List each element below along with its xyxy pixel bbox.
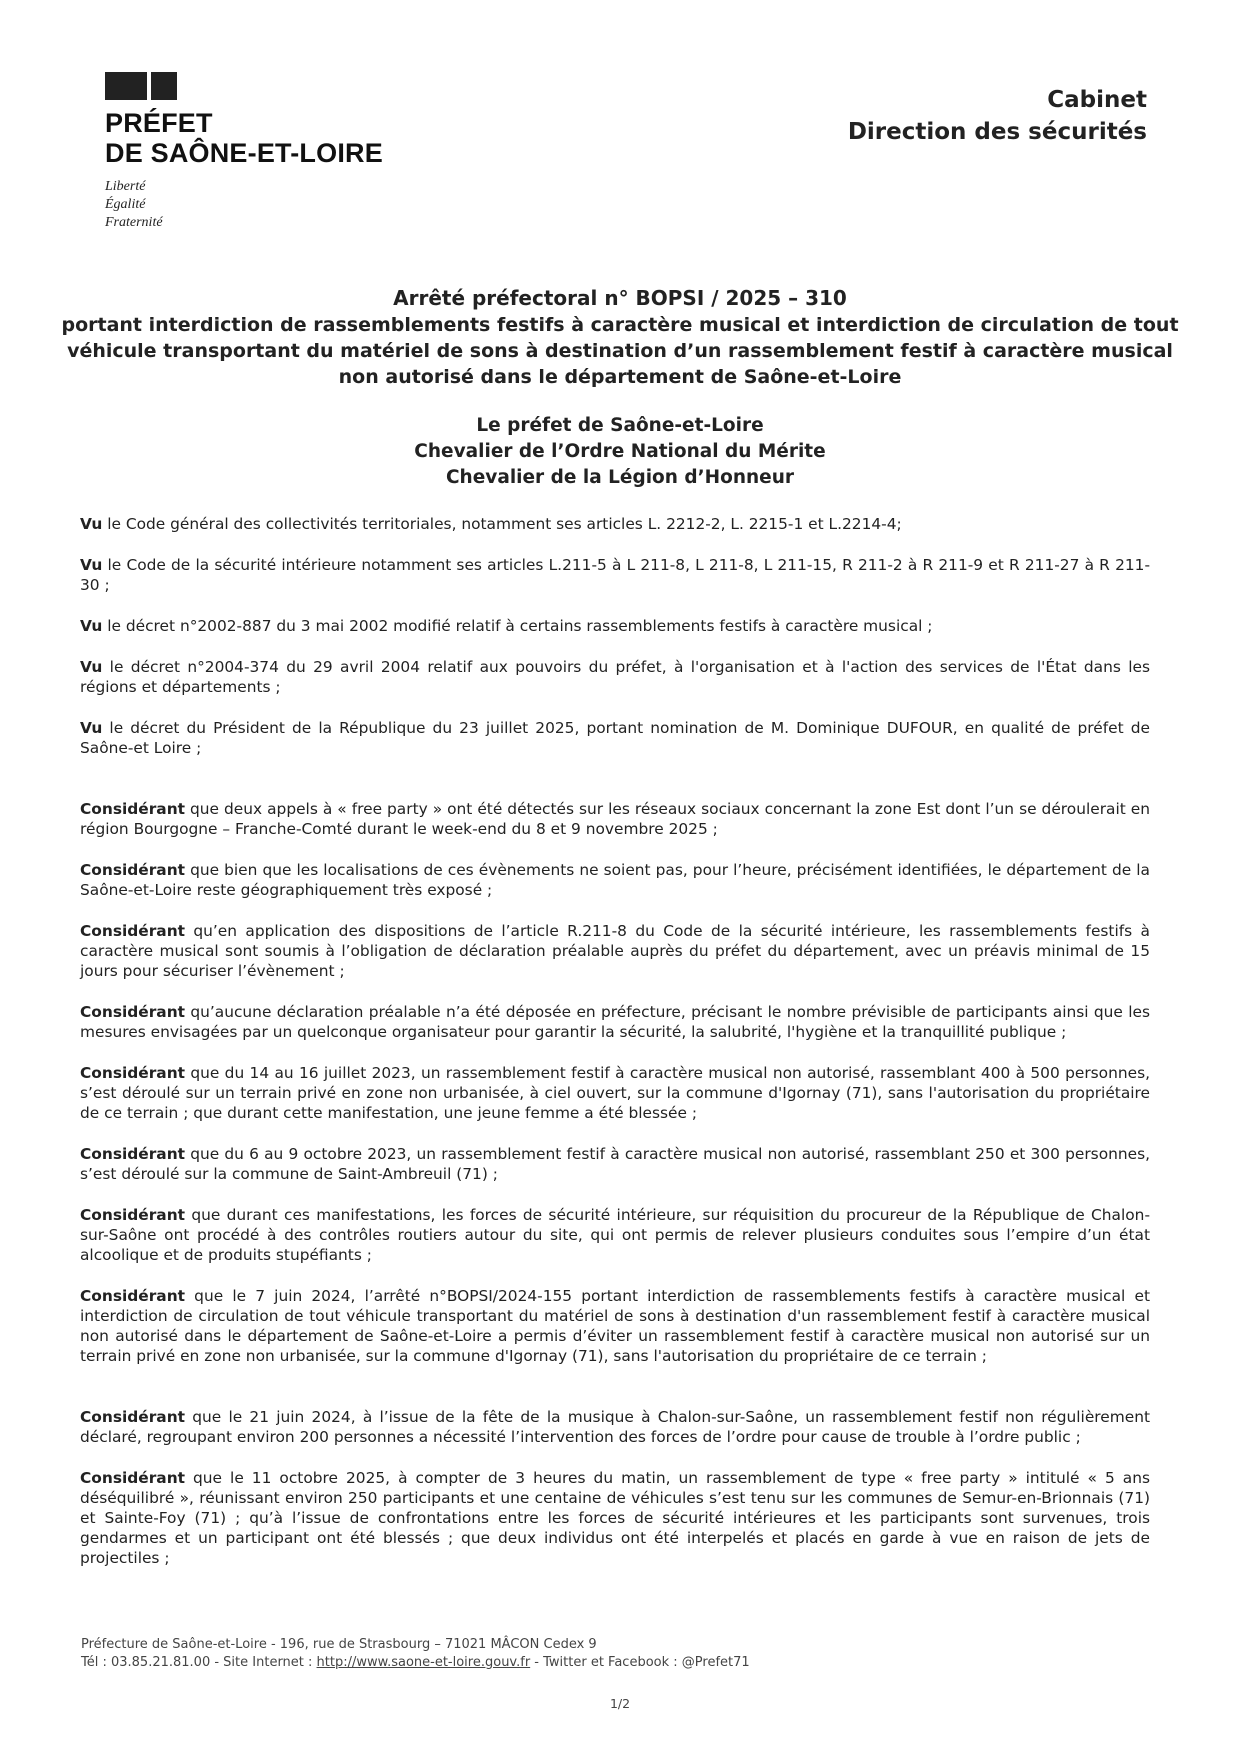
considerant-keyword: Considérant (80, 1145, 186, 1163)
arrete-title-block (60, 285, 1180, 390)
arrete-body (80, 514, 1150, 1568)
considerant-paragraph (80, 799, 1150, 839)
considerant-text: que le 7 juin 2024, l’arrêté n°BOPSI/2024-155 portant interdiction de rassemblements festifs à caractère musical et interdiction de circulation de tout véhicule transportant du matériel de sons à destination d'un rassemblement festif à caractère musical non autorisé dans le département de Saône-et-Loire a permis d’éviter un rassemblement festif à caractère musical non autorisé sur un terrain privé en zone non urbanisée, sur la commune d'Igornay (71), sans l'autorisation du propriétaire de ce terrain ; (80, 1287, 1150, 1365)
considerant-paragraph (80, 860, 1150, 900)
considerant-text: que du 6 au 9 octobre 2023, un rassemblement festif à caractère musical non autorisé, rassemblant 250 et 300 personnes, s’est déroulé sur la commune de Saint-Ambreuil (71) ; (80, 1145, 1150, 1183)
vu-keyword: Vu (80, 719, 103, 737)
vu-paragraph (80, 616, 1150, 636)
vu-text: le Code de la sécurité intérieure notamment ses articles L.211-5 à L 211-8, L 211-8, L 211-15, R 211-2 à R 211-9 et R 211-27 à R 211-30 ; (80, 556, 1150, 594)
considerant-text: que bien que les localisations de ces évènements ne soient pas, pour l’heure, précisément identifiées, le département de la Saône-et-Loire reste géographiquement très exposé ; (80, 861, 1150, 899)
considerant-paragraph (80, 1468, 1150, 1568)
arrete-number: Arrêté préfectoral n° BOPSI / 2025 – 310 (393, 286, 847, 310)
page-number: 1/2 (609, 1696, 631, 1711)
arrete-subject-line2: véhicule transportant du matériel de sons à destination d’un rassemblement festif à caractère musical (67, 340, 1173, 362)
vu-keyword: Vu (80, 658, 103, 676)
prefet-block (60, 413, 1180, 491)
prefet-title-line1: PRÉFET (105, 108, 213, 138)
vu-text: le décret n°2004-374 du 29 avril 2004 relatif aux pouvoirs du préfet, à l'organisation et à l'action des services de l'État dans les régions et départements ; (80, 658, 1150, 696)
considerant-text: que le 21 juin 2024, à l’issue de la fête de la musique à Chalon-sur-Saône, un rassemblement festif non régulièrement déclaré, regroupant environ 200 personnes a nécessité l’intervention des forces de l’ordre pour cause de trouble à l’ordre public ; (80, 1408, 1150, 1446)
service-header (848, 84, 1147, 148)
considerant-paragraph (80, 1205, 1150, 1265)
footer-contact (81, 1654, 750, 1672)
considerant-paragraph (80, 1002, 1150, 1042)
motto-egalite: Égalité (105, 197, 146, 212)
website-link[interactable]: http://www.saone-et-loire.gouv.fr (316, 1655, 531, 1670)
prefet-title-line2: DE SAÔNE-ET-LOIRE (105, 138, 383, 168)
vu-paragraph (80, 657, 1150, 697)
republic-motto (105, 178, 383, 232)
considerant-text: que durant ces manifestations, les forces de sécurité intérieure, sur réquisition du procureur de la République de Chalon-sur-Saône ont procédé à des contrôles routiers autour du site, qui ont permis de relever plusieurs conduites sous l’empire d’un état alcoolique et de produits stupéfiants ; (80, 1206, 1150, 1264)
vu-paragraph (80, 718, 1150, 758)
considerant-keyword: Considérant (80, 861, 186, 879)
service-cabinet: Cabinet (1047, 87, 1147, 113)
marianne-logo-icon (105, 72, 383, 100)
considerant-paragraph (80, 1144, 1150, 1184)
page-footer (81, 1636, 750, 1672)
vu-keyword: Vu (80, 515, 103, 533)
prefet-distinction-2: Chevalier de la Légion d’Honneur (445, 467, 794, 488)
service-direction: Direction des sécurités (847, 119, 1147, 145)
considerant-keyword: Considérant (80, 1408, 186, 1426)
considerant-text: qu’en application des dispositions de l’article R.211-8 du Code de la sécurité intérieure, les rassemblements festifs à caractère musical sont soumis à l’obligation de déclaration préalable auprès du préfet du département, avec un préavis minimal de 15 jours pour sécuriser l’évènement ; (80, 922, 1150, 980)
vu-keyword: Vu (80, 556, 103, 574)
considerant-paragraph (80, 1063, 1150, 1123)
vu-keyword: Vu (80, 617, 103, 635)
considerant-keyword: Considérant (80, 1287, 186, 1305)
motto-fraternite: Fraternité (105, 215, 163, 230)
prefet-distinction-1: Chevalier de l’Ordre National du Mérite (414, 441, 826, 462)
considerant-paragraph (80, 1286, 1150, 1366)
considerant-text: qu’aucune déclaration préalable n’a été déposée en préfecture, précisant le nombre prévisible de participants ainsi que les mesures envisagées par un quelconque organisateur pour garantir la sécurité, la salubrité, l'hygiène et la tranquillité publique ; (80, 1003, 1150, 1041)
vu-paragraph (80, 514, 1150, 534)
footer-address: Préfecture de Saône-et-Loire - 196, rue de Strasbourg – 71021 MÂCON Cedex 9 (81, 1637, 597, 1652)
vu-text: le décret du Président de la République du 23 juillet 2025, portant nomination de M. Dominique DUFOUR, en qualité de préfet de Saône-et Loire ; (80, 719, 1150, 757)
footer-phone: Tél : 03.85.21.81.00 - Site Internet : (81, 1655, 317, 1670)
arrete-subject-line1: portant interdiction de rassemblements festifs à caractère musical et interdiction de circulation de tout (61, 314, 1179, 336)
considerant-keyword: Considérant (80, 1206, 186, 1224)
considerant-keyword: Considérant (80, 1064, 186, 1082)
prefet-name: Le préfet de Saône-et-Loire (476, 415, 764, 436)
considerant-text: que deux appels à « free party » ont été détectés sur les réseaux sociaux concernant la zone Est dont l’un se déroulerait en région Bourgogne – Franche-Comté durant le week-end du 8 et 9 novembre 2025 ; (80, 800, 1150, 838)
arrete-subject-line3: non autorisé dans le département de Saône-et-Loire (338, 366, 902, 388)
vu-paragraph (80, 555, 1150, 595)
considerant-keyword: Considérant (80, 922, 186, 940)
prefecture-logo (105, 72, 383, 232)
considerant-text: que du 14 au 16 juillet 2023, un rassemblement festif à caractère musical non autorisé, rassemblant 400 à 500 personnes, s’est déroulé sur un terrain privé en zone non urbanisée, à ciel ouvert, sur la commune d'Igornay (71), sans l'autorisation du propriétaire de ce terrain ; que durant cette manifestation, une jeune femme a été blessée ; (80, 1064, 1150, 1122)
considerant-keyword: Considérant (80, 1469, 186, 1487)
vu-text: le décret n°2002-887 du 3 mai 2002 modifié relatif à certains rassemblements festifs à caractère musical ; (102, 617, 933, 635)
motto-liberte: Liberté (105, 179, 146, 194)
vu-text: le Code général des collectivités territoriales, notamment ses articles L. 2212-2, L. 2215-1 et L.2214-4; (102, 515, 902, 533)
considerant-keyword: Considérant (80, 800, 186, 818)
considerant-text: que le 11 octobre 2025, à compter de 3 heures du matin, un rassemblement de type « free party » intitulé « 5 ans déséquilibré », réunissant environ 250 participants et une centaine de véhicules s’est tenu sur les communes de Semur-en-Brionnais (71) et Sainte-Foy (71) ; qu’à l’issue de confrontations entre les forces de sécurité intérieures et les participants sont survenues, trois gendarmes et un participant ont été blessés ; que deux individus ont été interpelés et placés en garde à vue en raison de jets de projectiles ; (80, 1469, 1150, 1567)
considerant-paragraph (80, 921, 1150, 981)
considerant-paragraph (80, 1407, 1150, 1447)
considerant-keyword: Considérant (80, 1003, 186, 1021)
footer-social: - Twitter et Facebook : @Prefet71 (530, 1655, 750, 1670)
